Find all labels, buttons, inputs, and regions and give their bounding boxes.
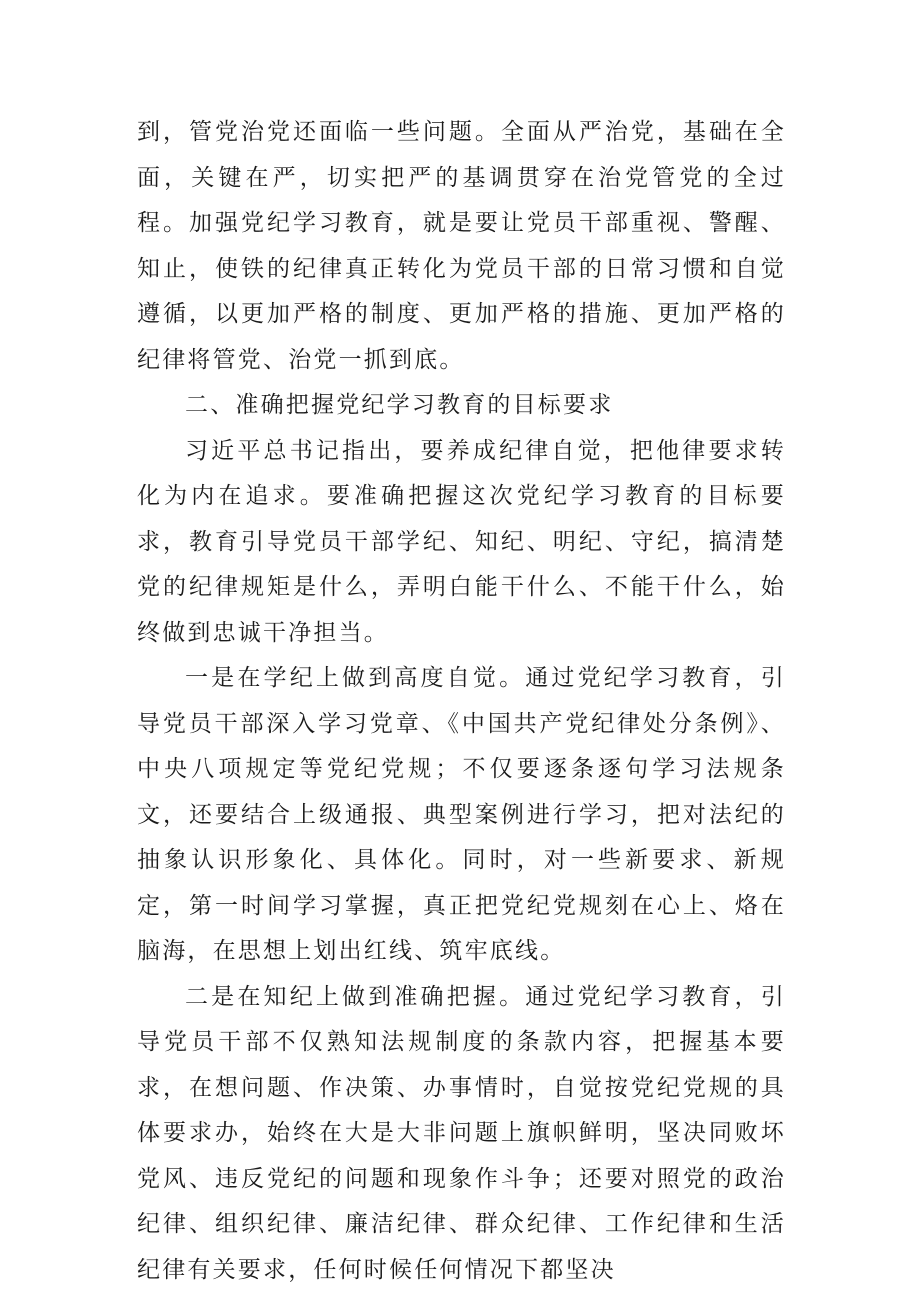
section-heading: 二、准确把握党纪学习教育的目标要求 [185, 392, 614, 418]
paragraph-point-one: 一是在学纪上做到高度自觉。通过党纪学习教育，引导党员干部深入学习党章、《中国共产党纪律处分条例》、中央八项规定等党纪党规；不仅要逐条逐句学习法规条文，还要结合上级通报、典型案例进行学习，把对法纪的抽象认识形象化、具体化。同时，对一些新要求、新规定，第一时间学习掌握，真正把党纪党规刻在心上、烙在脑海，在思想上划出红线、筑牢底线。 [137, 665, 786, 964]
paragraph-point-two: 二是在知纪上做到准确把握。通过党纪学习教育，引导党员干部不仅熟知法规制度的条款内容，把握基本要求，在想问题、作决策、办事情时，自觉按党纪党规的具体要求办，始终在大是大非问题上旗帜鲜明，坚决同败坏党风、违反党纪的问题和现象作斗争；还要对照党的政治纪律、组织纪律、廉洁纪律、群众纪律、工作纪律和生活纪律有关要求，任何时候任何情况下都坚决 [137, 983, 786, 1283]
paragraph-continuation: 到，管党治党还面临一些问题。全面从严治党，基础在全面，关键在严，切实把严的基调贯穿在治党管党的全过程。加强党纪学习教育，就是要让党员干部重视、警醒、知止，使铁的纪律真正转化为党员干部的日常习惯和自觉遵循，以更加严格的制度、更加严格的措施、更加严格的纪律将管党、治党一抓到底。 [137, 119, 786, 373]
paragraph-intro: 习近平总书记指出，要养成纪律自觉，把他律要求转化为内在追求。要准确把握这次党纪学习教育的目标要求，教育引导党员干部学纪、知纪、明纪、守纪，搞清楚党的纪律规矩是什么，弄明白能干什么、不能干什么，始终做到忠诚干净担当。 [137, 437, 786, 646]
document-body [137, 110, 786, 1293]
